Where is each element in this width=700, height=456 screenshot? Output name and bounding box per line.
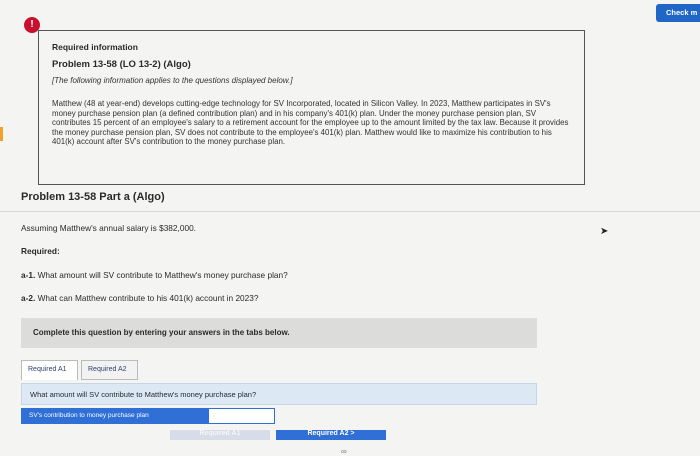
required-label: Required: bbox=[21, 246, 60, 256]
answer-label: SV's contribution to money purchase plan bbox=[21, 408, 208, 424]
question-a1-number: a-1. bbox=[21, 270, 36, 280]
alert-icon: ! bbox=[24, 17, 40, 33]
assumption-text: Assuming Matthew's annual salary is $382,000. bbox=[21, 223, 196, 233]
instructions-banner: Complete this question by entering your answers in the tabs below. bbox=[21, 318, 537, 348]
tab-required-a2[interactable]: Required A2 bbox=[81, 360, 138, 380]
part-title: Problem 13-58 Part a (Algo) bbox=[21, 191, 165, 203]
required-information-box bbox=[38, 30, 585, 185]
next-required-button[interactable]: Required A2 > bbox=[276, 430, 386, 440]
left-edge-marker bbox=[0, 127, 3, 141]
tab-required-a1[interactable]: Required A1 bbox=[21, 360, 78, 380]
money-purchase-contribution-input[interactable] bbox=[208, 408, 275, 424]
check-my-work-button[interactable]: Check m bbox=[656, 4, 700, 22]
problem-title: Problem 13-58 (LO 13-2) (Algo) bbox=[52, 59, 191, 70]
question-a2-number: a-2. bbox=[21, 293, 36, 303]
problem-paragraph: Matthew (48 at year-end) develops cutting-edge technology for SV Incorporated, located in Silicon Valley. In 2023, Matthew participates in SV's money purchase pension plan (a defined contribution plan) and in his company's 401(k) plan. Under the money purchase pension plan, SV contributes 15 percent of an employee's salary to a retirement account for the employee up to the amount limited by the tax law. Because it provides the money purchase pension plan, SV does not contribute to the employee's 401(k) plan. Matthew would like to maximize his contribution to his 401(k) account after SV's contribution to the money purchase plan. bbox=[52, 99, 569, 147]
answer-row bbox=[21, 408, 537, 426]
divider bbox=[0, 211, 700, 212]
question-prompt: What amount will SV contribute to Matthew's money purchase plan? bbox=[21, 383, 537, 405]
required-information-heading: Required information bbox=[52, 42, 138, 52]
question-a1-text: What amount will SV contribute to Matthew's money purchase plan? bbox=[35, 270, 288, 280]
prev-required-button[interactable]: Required A1 bbox=[170, 430, 270, 440]
mouse-cursor-icon: ➤ bbox=[600, 226, 609, 237]
question-a1 bbox=[21, 270, 288, 280]
applies-note: [The following information applies to the questions displayed below.] bbox=[52, 76, 293, 85]
pager-icon: ∞ bbox=[341, 447, 347, 456]
question-a2-text: What can Matthew contribute to his 401(k) account in 2023? bbox=[35, 293, 259, 303]
question-a2 bbox=[21, 293, 259, 303]
